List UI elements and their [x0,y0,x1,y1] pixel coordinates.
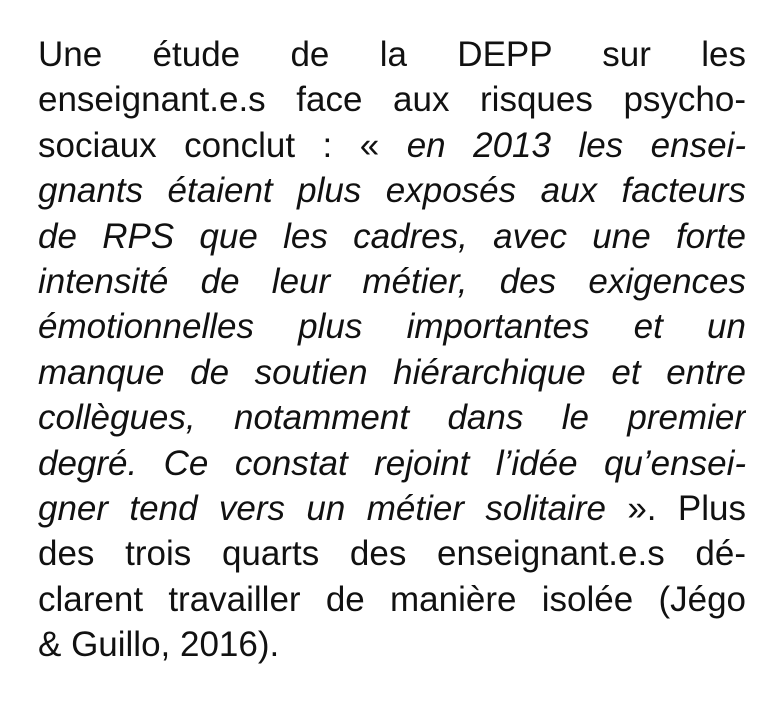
paragraph-line [38,214,746,259]
body-text: & Guillo, 2016). [38,625,280,665]
paragraph-line [38,577,746,622]
paragraph-line [38,168,746,213]
quote-text: intensité de leur métier, des exigences [38,261,746,301]
body-text: ». Plus [605,488,746,528]
paragraph-line [38,123,746,168]
paragraph-line [38,441,746,486]
quote-text: gnants étaient plus exposés aux facteurs [38,171,746,211]
quote-text: de RPS que les cadres, avec une forte [38,216,746,256]
paragraph-line [38,531,746,576]
body-text: clarent travailler de manière isolée (Jégo [38,579,746,619]
paragraph-line [38,622,746,667]
quote-text: collègues, notamment dans le premier [38,398,746,438]
body-text: enseignant.e.s face aux risques psycho- [38,80,746,120]
paragraph-line [38,259,746,304]
paragraph-line [38,350,746,395]
body-text: Une étude de la DEPP sur les [38,35,746,74]
quote-text: degré. Ce constat rejoint l’idée qu’ensei- [38,443,746,483]
paragraph-line [38,304,746,349]
paragraph-line [38,486,746,531]
quote-text: en 2013 les ensei- [406,125,746,165]
body-text: sociaux conclut : « [38,125,407,165]
paragraph-line [38,395,746,440]
quote-text: manque de soutien hiérarchique et entre [38,352,746,392]
quote-text: gner tend vers un métier solitaire [38,488,606,528]
body-paragraph [38,32,746,667]
body-text: des trois quarts des enseignant.e.s dé- [38,534,746,574]
quote-text: émotionnelles plus importantes et un [38,307,746,347]
paragraph-line [38,32,746,77]
paragraph-line [38,77,746,122]
